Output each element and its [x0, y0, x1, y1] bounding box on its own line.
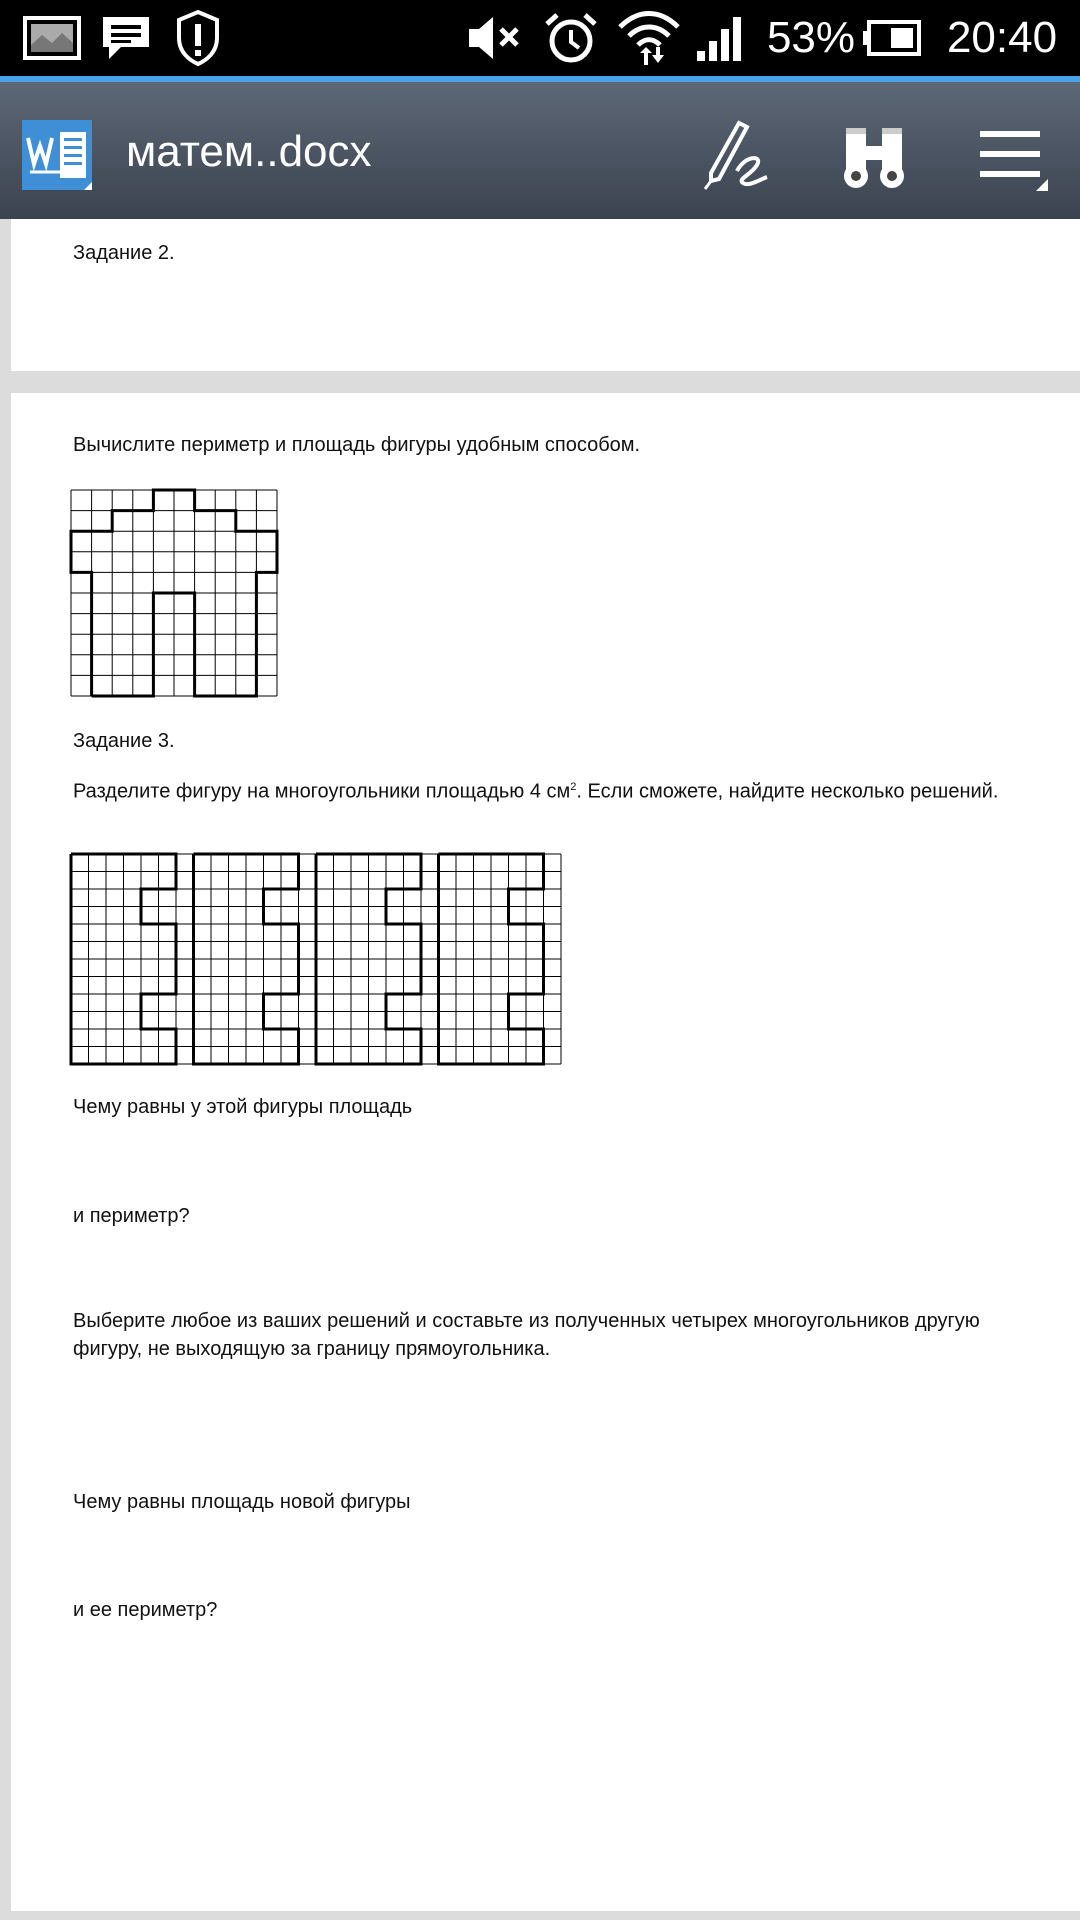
question-perimeter: и периметр?: [73, 1205, 190, 1227]
menu-icon[interactable]: [968, 114, 1052, 198]
question-area: Чему равны у этой фигуры площадь: [73, 1096, 413, 1118]
signal-icon: [692, 0, 748, 76]
gallery-icon: [18, 0, 86, 76]
word-doc-icon[interactable]: [22, 120, 92, 190]
pen-icon[interactable]: [693, 114, 777, 198]
document-page: [11, 393, 1080, 1911]
task3-text-a: Разделите фигуру на многоугольники площадью 4 см: [73, 780, 571, 803]
wifi-icon: [614, 0, 684, 76]
task3-heading: Задание 3.: [73, 730, 175, 752]
binoculars-icon[interactable]: [832, 114, 916, 198]
figure-grid-split: [68, 851, 572, 1071]
document-page: [11, 219, 1080, 371]
message-icon: [96, 0, 156, 76]
question-new-area: Чему равны площадь новой фигуры: [73, 1491, 411, 1513]
task2-heading: Задание 2.: [73, 242, 175, 264]
document-title: матем..docx: [126, 127, 372, 176]
alarm-icon: [540, 0, 602, 76]
mute-icon: [462, 0, 528, 76]
task3-text: [73, 773, 1013, 806]
task3-text-b: . Если сможете, найдите несколько решений.: [576, 780, 999, 803]
app-bar: [0, 76, 1080, 219]
task3-sup: 2: [570, 781, 577, 793]
status-bar: [0, 0, 1080, 76]
figure-grid: [68, 487, 288, 701]
question-new-perimeter: и ее периметр?: [73, 1599, 218, 1621]
question-choose: Выберите любое из ваших решений и составьте из полученных четырех многоугольников другую фигуру, не выходящую за границу прямоугольника.: [73, 1310, 980, 1360]
clock: 20:40: [946, 13, 1058, 62]
alert-shield-icon: [170, 0, 226, 76]
battery-icon: [860, 0, 924, 76]
task2-text: Вычислите периметр и площадь фигуры удобным способом.: [73, 434, 641, 456]
battery-percent: 53%: [766, 13, 856, 62]
